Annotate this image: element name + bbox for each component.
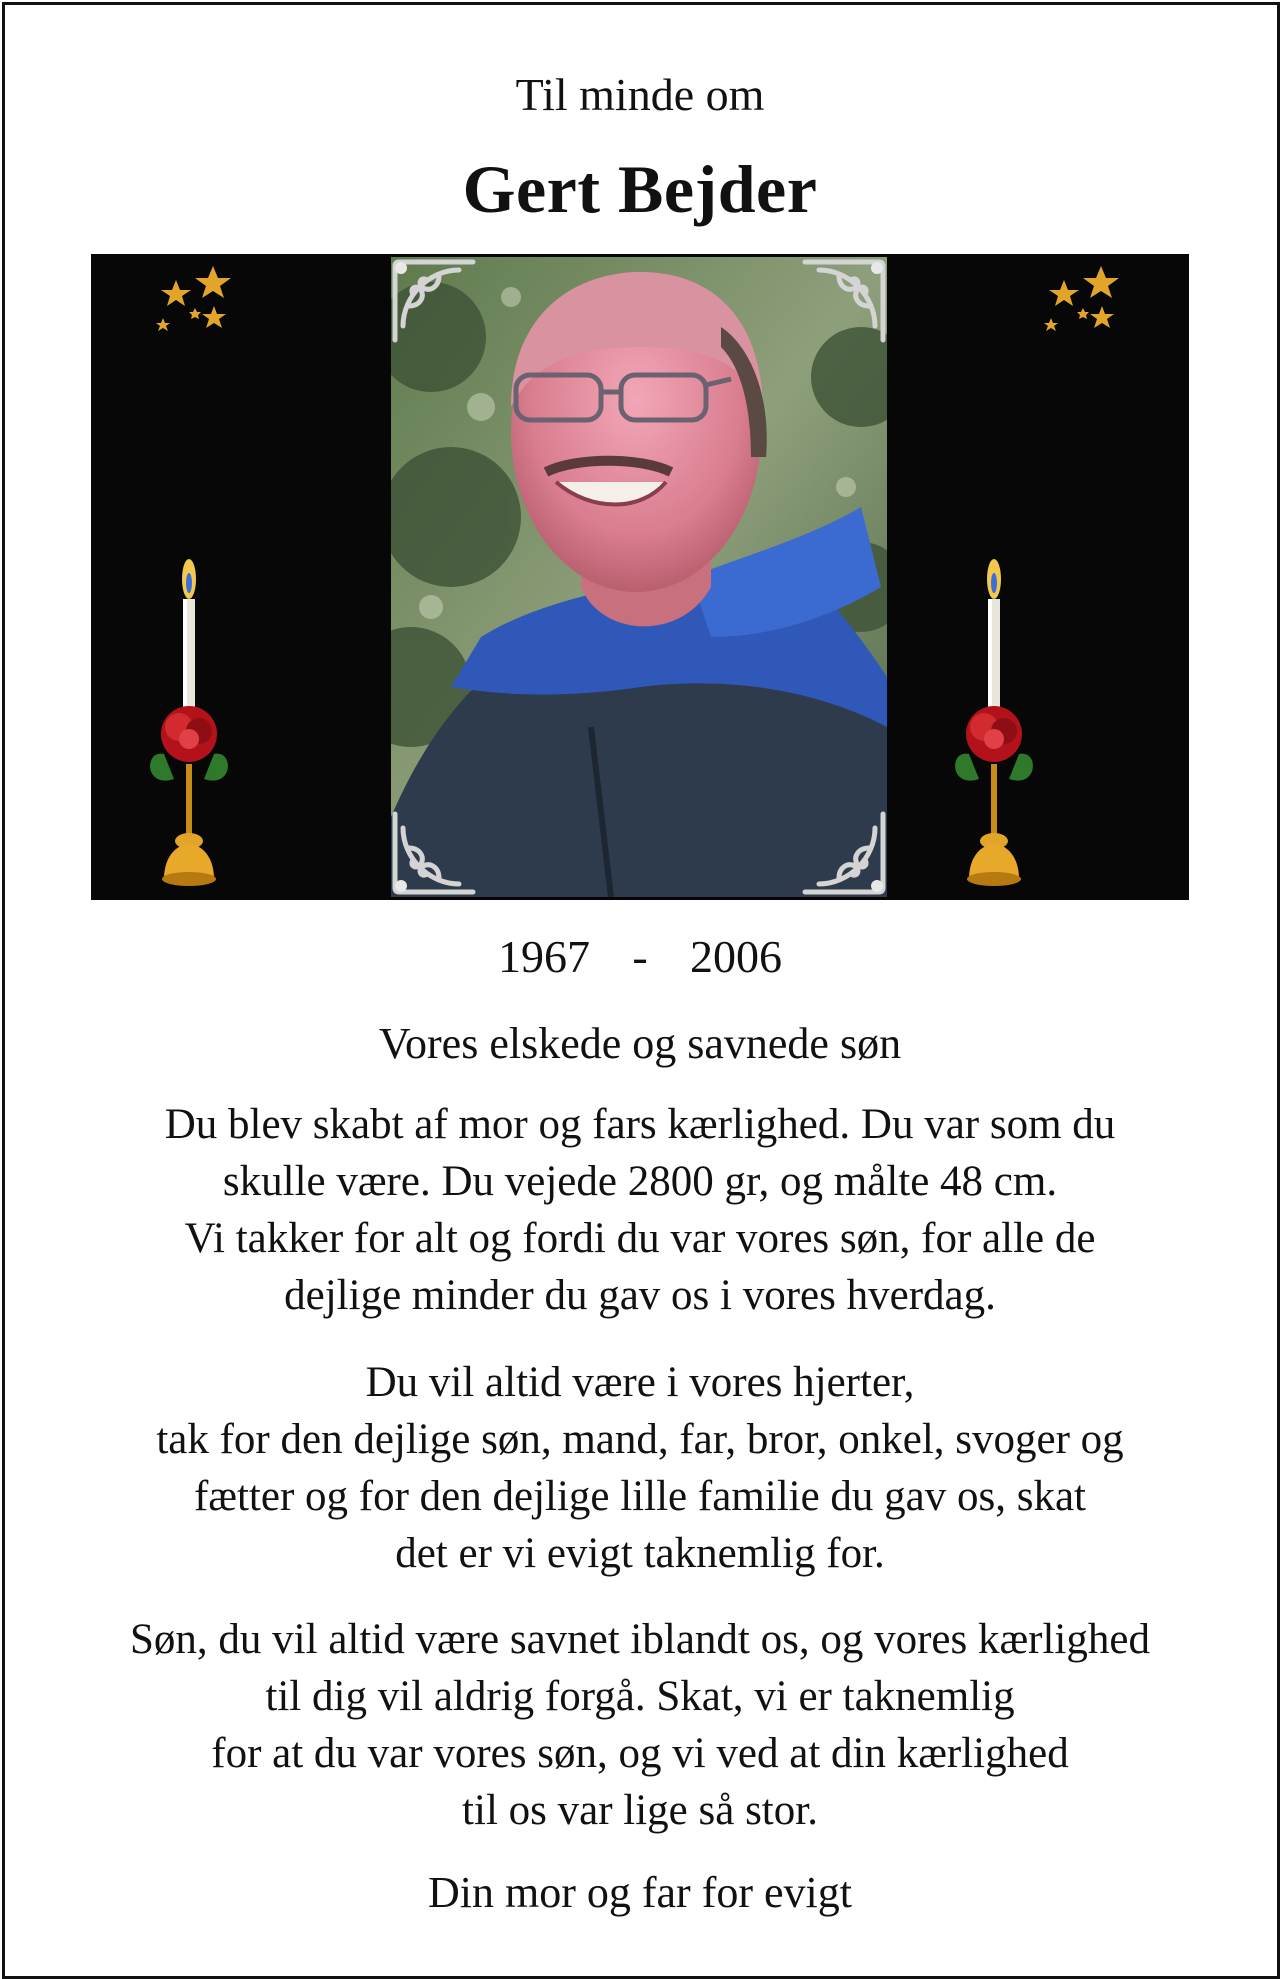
paragraph-line: fætter og for den dejlige lille familie du gav os, skat [193,1473,1087,1520]
memorial-paragraph [0,1096,1280,1324]
deceased-name: Gert Bejder [462,151,818,227]
death-year: 2006 [690,931,782,982]
year-separator: - [632,931,648,982]
memorial-paragraph [0,1611,1280,1839]
closing-signature: Din mor og far for evigt [428,1868,852,1917]
paragraph-line: Søn, du vil altid være savnet iblandt os, og vores kærlighed [130,1616,1150,1663]
paragraph-line: Du blev skabt af mor og fars kærlighed. Du var som du [164,1101,1116,1148]
silver-corner-ornament-icon [389,808,479,898]
paragraph-line: Vi takker for alt og fordi du var vores søn, for alle de [184,1215,1096,1262]
paragraph-line: for at du var vores søn, og vi ved at din kærlighed [211,1730,1069,1777]
silver-corner-ornament-icon [799,808,889,898]
candle-with-rose-icon [134,549,244,889]
memorial-paragraph [0,1354,1280,1582]
portrait-photo [391,257,887,897]
paragraph-line: tak for den dejlige søn, mand, far, bror, onkel, svoger og [156,1416,1124,1463]
gold-stars-icon [151,262,241,342]
birth-year: 1967 [498,931,590,982]
silver-corner-ornament-icon [389,256,479,346]
candle-with-rose-icon [939,549,1049,889]
memorial-photo-panel [91,254,1189,900]
dedication-subtitle: Vores elskede og savnede søn [378,1019,902,1068]
paragraph-line: skulle være. Du vejede 2800 gr, og målte 48 cm. [222,1158,1058,1205]
life-years [0,930,1280,983]
paragraph-line: det er vi evigt taknemlig for. [395,1530,885,1577]
paragraph-line: til dig vil aldrig forgå. Skat, vi er taknemlig [265,1673,1015,1720]
silver-corner-ornament-icon [799,256,889,346]
intro-text: Til minde om [515,69,765,120]
gold-stars-icon [1039,262,1129,342]
paragraph-line: dejlige minder du gav os i vores hverdag. [284,1272,996,1319]
paragraph-line: Du vil altid være i vores hjerter, [365,1359,915,1406]
paragraph-line: til os var lige så stor. [462,1787,818,1834]
